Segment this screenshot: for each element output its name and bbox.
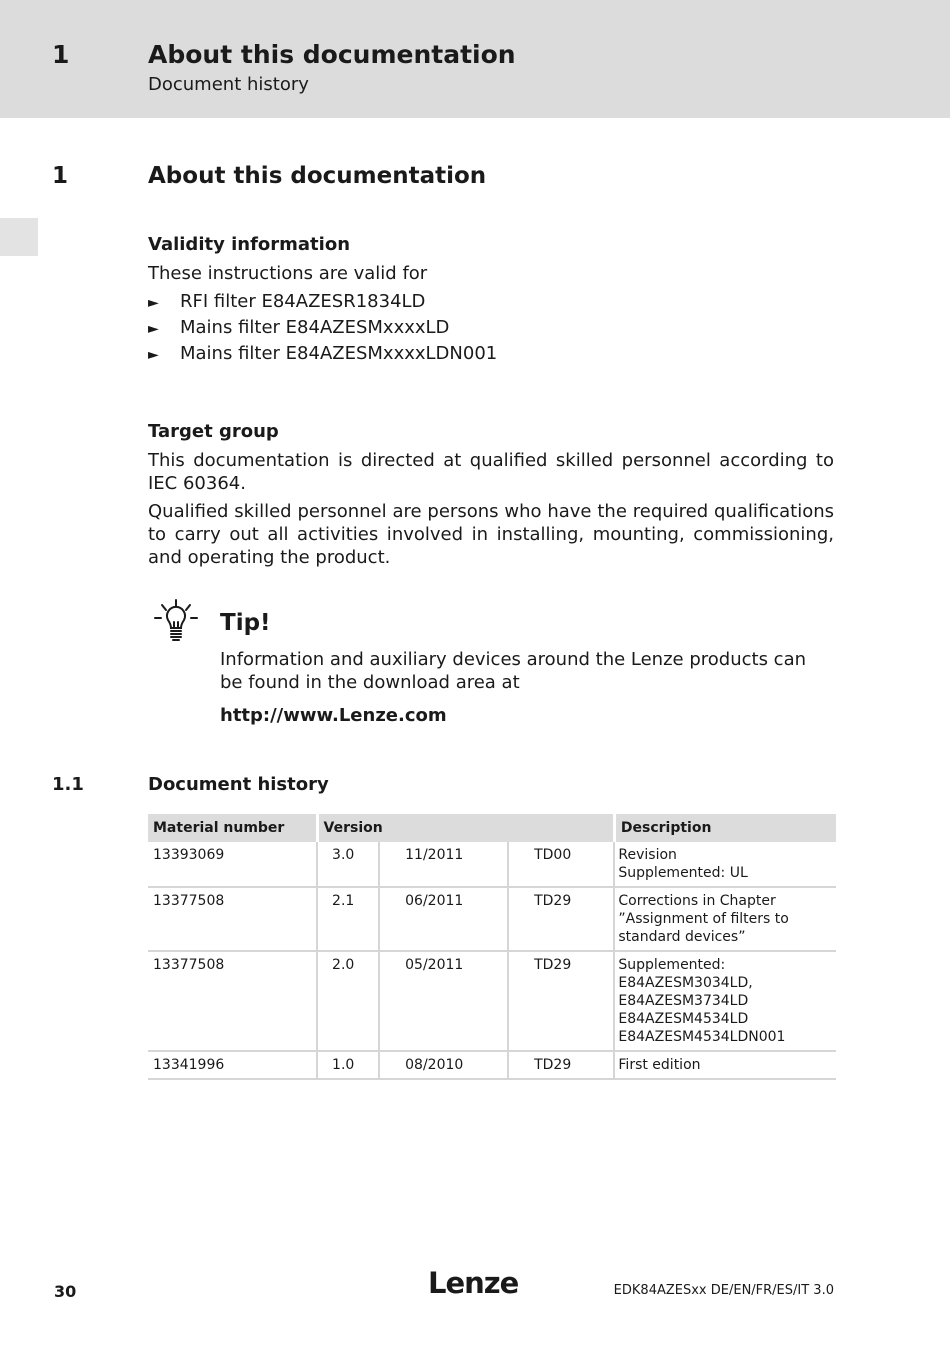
validity-intro: These instructions are valid for — [148, 263, 428, 284]
tip-title: Tip! — [220, 610, 271, 636]
cell-material-number: 13393069 — [148, 842, 317, 887]
column-header-version: Version — [317, 814, 614, 842]
section-title: About this documentation — [148, 163, 487, 189]
cell-date: 06/2011 — [379, 887, 508, 951]
column-header-material: Material number — [148, 814, 317, 842]
cell-version: 2.0 — [317, 951, 379, 1051]
document-code: EDK84AZESxx DE/EN/FR/ES/IT 3.0 — [613, 1283, 834, 1298]
target-group-heading: Target group — [148, 421, 279, 442]
target-group-paragraph: Qualified skilled personnel are persons who have the required qualifications to carry out all activities involved in installing, mounting, commissioning, and operating the product. — [148, 501, 834, 568]
cell-description: Supplemented: E84AZESM3034LD, E84AZESM3734LD E84AZESM4534LD E84AZESM4534LDN001 — [614, 951, 836, 1051]
cell-version: 2.1 — [317, 887, 379, 951]
bullet-arrow-icon: ► — [148, 321, 159, 337]
validity-list-item: ► Mains filter E84AZESMxxxxLD — [148, 317, 450, 338]
cell-material-number: 13377508 — [148, 887, 317, 951]
column-header-description: Description — [614, 814, 836, 842]
cell-version: 3.0 — [317, 842, 379, 887]
cell-td-code: TD29 — [508, 887, 614, 951]
section-number: 1 — [52, 163, 69, 189]
cell-td-code: TD29 — [508, 1051, 614, 1079]
cell-material-number: 13377508 — [148, 951, 317, 1051]
document-history-table — [148, 814, 836, 1080]
cell-date: 11/2011 — [379, 842, 508, 887]
subsection-number: 1.1 — [52, 774, 84, 795]
cell-td-code: TD29 — [508, 951, 614, 1051]
lightbulb-icon — [152, 598, 200, 646]
cell-td-code: TD00 — [508, 842, 614, 887]
validity-list-item: ► RFI filter E84AZESR1834LD — [148, 291, 426, 312]
cell-description: Revision Supplemented: UL — [614, 842, 836, 887]
header-chapter-title: About this documentation — [148, 40, 516, 69]
bullet-arrow-icon: ► — [148, 295, 159, 311]
page-number: 30 — [54, 1282, 77, 1301]
lenze-website-link[interactable]: http://www.Lenze.com — [220, 705, 447, 726]
tip-text: Information and auxiliary devices around the Lenze products can be found in the download area at — [220, 649, 807, 693]
cell-description: First edition — [614, 1051, 836, 1079]
table-header-row — [148, 814, 836, 842]
bullet-arrow-icon: ► — [148, 347, 159, 363]
table-row — [148, 951, 836, 1051]
chapter-tab-marker — [0, 218, 38, 256]
subsection-title: Document history — [148, 774, 329, 795]
table-row — [148, 1051, 836, 1079]
cell-date: 05/2011 — [379, 951, 508, 1051]
validity-heading: Validity information — [148, 234, 351, 255]
cell-material-number: 13341996 — [148, 1051, 317, 1079]
lenze-logo: Lenze — [428, 1266, 519, 1300]
target-group-paragraph: This documentation is directed at qualified skilled personnel according to IEC 60364. — [148, 450, 834, 494]
cell-date: 08/2010 — [379, 1051, 508, 1079]
cell-version: 1.0 — [317, 1051, 379, 1079]
header-subtitle: Document history — [148, 74, 309, 95]
header-chapter-number: 1 — [52, 40, 70, 69]
cell-description: Corrections in Chapter ”Assignment of filters to standard devices” — [614, 887, 836, 951]
validity-list-item: ► Mains filter E84AZESMxxxxLDN001 — [148, 343, 498, 364]
table-row — [148, 842, 836, 887]
table-row — [148, 887, 836, 951]
page-header — [0, 0, 950, 118]
